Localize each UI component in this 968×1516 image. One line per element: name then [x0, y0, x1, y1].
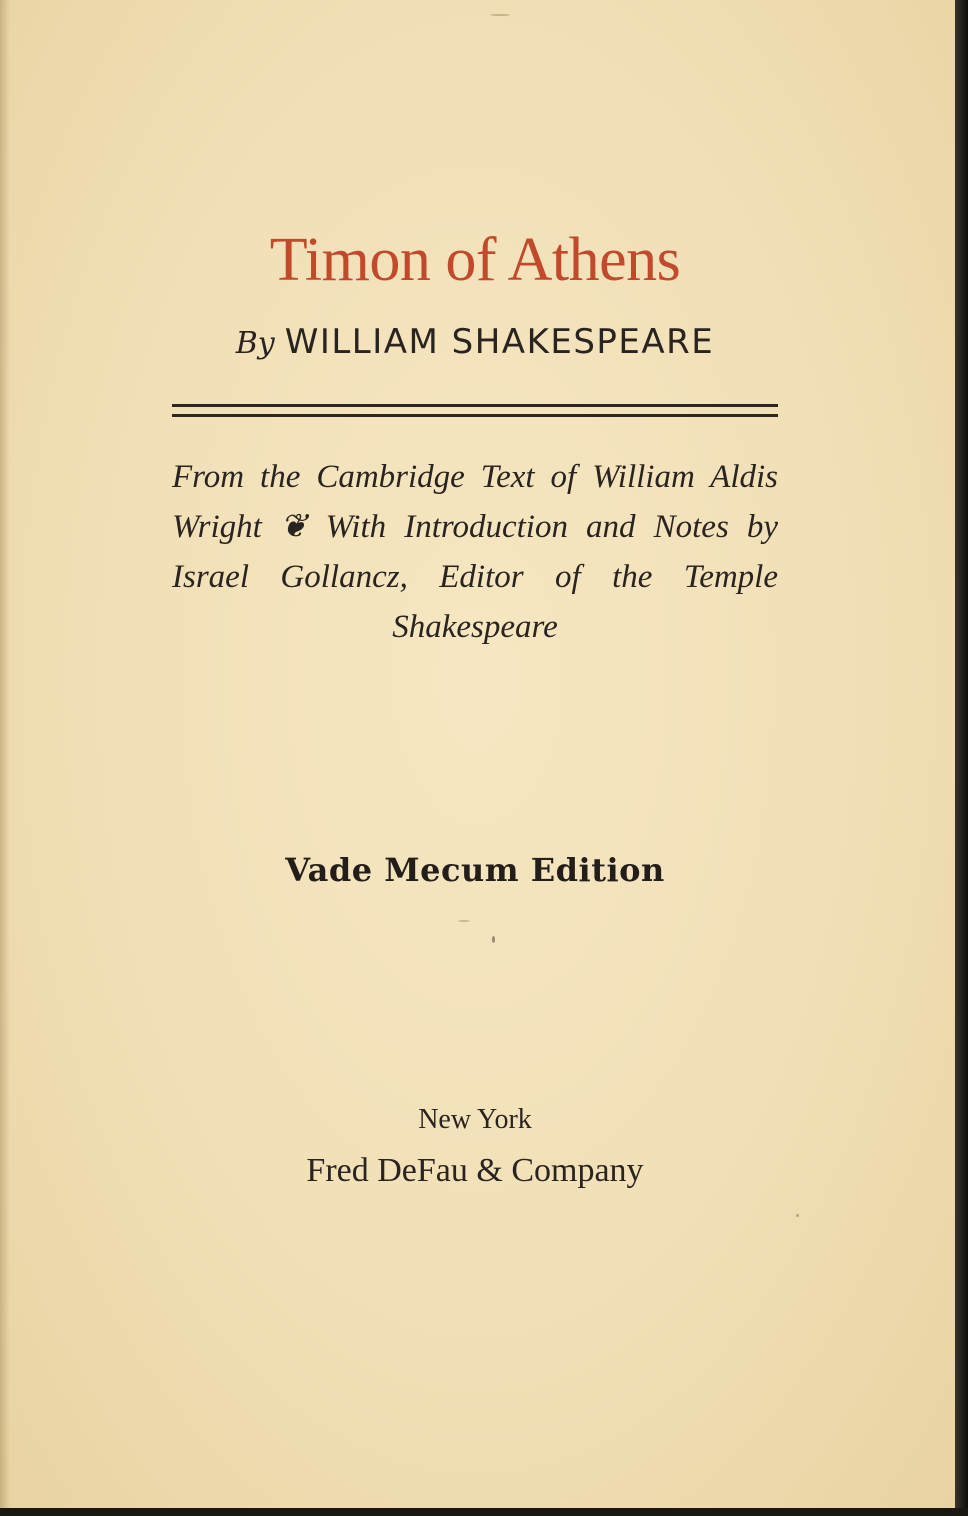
publisher-name: Fred DeFau & Company: [306, 1152, 644, 1189]
author-byline: [172, 316, 778, 370]
publisher-city: New York: [418, 1104, 532, 1135]
paper-speck: [796, 1214, 799, 1217]
page-edge-right: [955, 0, 968, 1516]
edition-name: Vade Mecum Edition: [285, 851, 665, 889]
double-rule-top: [172, 404, 778, 407]
paper-speck: [492, 936, 495, 943]
page-edge-bottom: [0, 1508, 968, 1516]
page-shadow: [0, 0, 10, 1508]
paper-speck: [490, 14, 510, 16]
paper-speck: [458, 920, 470, 922]
book-title: Timon of Athens: [269, 226, 681, 294]
byline-prefix: By: [235, 326, 275, 361]
edition-description: From the Cambridge Text of William Aldis Wright ❦ With Introduction and Notes by Israel Gollancz, Editor of the Temple Shakespeare: [172, 459, 778, 645]
author-name: WILLIAM SHAKESPEARE: [284, 322, 715, 362]
double-rule-bottom: [172, 414, 778, 417]
